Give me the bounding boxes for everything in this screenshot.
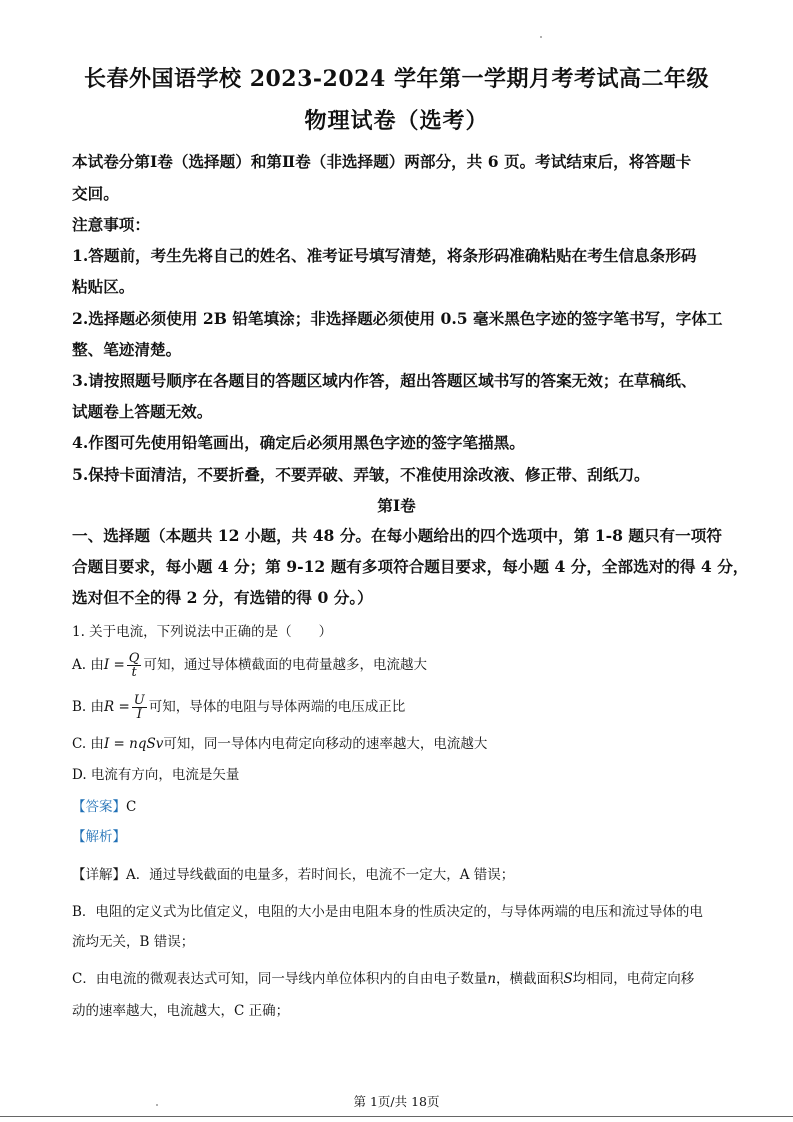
option-a	[72, 652, 427, 679]
detail-c1-s: S	[563, 971, 573, 987]
detail-c2: 动的速率越大，电流越大，C 正确；	[72, 1003, 290, 1019]
exam-title-line2: 物理试卷（选考）	[304, 108, 489, 134]
section-instr-1: 一、选择题（本题共 12 小题，共 48 分。在每小题给出的四个选项中，第 1-8 题只有一项符	[72, 526, 722, 545]
answer-label: 【答案】	[72, 799, 126, 815]
detail-b1: B．电阻的定义式为比值定义，电阻的大小是由电阻本身的性质决定的，与导体两端的电压和流过导体的电	[72, 904, 703, 920]
option-b-denominator: I	[136, 707, 142, 722]
option-a-prefix: A. 由	[72, 657, 104, 673]
option-b-lhs: R =	[104, 699, 130, 715]
option-b-fraction	[132, 694, 147, 721]
detail-c1-mid: ，横截面积	[496, 971, 564, 987]
detail-c1-n: n	[487, 971, 497, 987]
option-a-fraction	[127, 652, 142, 679]
question-stem: 1. 关于电流，下列说法中正确的是（ ）	[72, 624, 333, 640]
detail-label: 【详解】	[72, 867, 126, 883]
detail-c1-pre: C．由电流的微观表达式可知，同一导线内单位体积内的自由电子数量	[72, 971, 488, 987]
scan-speck	[540, 36, 542, 38]
option-c	[72, 732, 487, 752]
option-a-text: 可知，通过导体横截面的电荷量越多，电流越大	[143, 657, 427, 673]
intro-line2: 交回。	[72, 184, 119, 203]
option-a-lhs: I =	[103, 657, 125, 673]
option-b-numerator: U	[133, 693, 145, 708]
section-instr-2: 合题目要求，每小题 4 分；第 9-12 题有多项符合题目要求，每小题 4 分，全部选对的得 4 分，	[72, 557, 749, 576]
option-a-denominator: t	[131, 665, 137, 680]
note-2b: 整、笔迹清楚。	[72, 340, 182, 359]
notes-heading: 注意事项：	[72, 215, 150, 234]
option-b-prefix: B. 由	[72, 699, 105, 715]
note-4: 4.作图可先使用铅笔画出，确定后必须用黑色字迹的签字笔描黑。	[72, 433, 525, 452]
detail-a-text: A．通过导线截面的电量多，若时间长，电流不一定大，A 错误；	[126, 867, 515, 883]
answer-value: C	[126, 799, 137, 815]
option-a-numerator: Q	[128, 651, 140, 666]
note-5: 5.保持卡面清洁，不要折叠，不要弄破、弄皱，不准使用涂改液、修正带、刮纸刀。	[72, 465, 650, 484]
option-c-formula: I = nqSv	[103, 736, 164, 752]
bottom-rule	[0, 1116, 793, 1117]
option-b	[72, 694, 405, 721]
detail-a	[72, 863, 514, 883]
note-3b: 试题卷上答题无效。	[72, 402, 213, 421]
note-1a: 1.答题前，考生先将自己的姓名、准考证号填写清楚，将条形码准确粘贴在考生信息条形码	[72, 246, 697, 265]
section-instr-3: 选对但不全的得 2 分，有选错的得 0 分。）	[72, 588, 373, 607]
option-d: D. 电流有方向，电流是矢量	[72, 767, 240, 783]
note-2a: 2.选择题必须使用 2B 铅笔填涂；非选择题必须使用 0.5 毫米黑色字迹的签字笔书写，字体工	[72, 309, 723, 328]
answer-line	[72, 795, 136, 815]
exam-title-line1: 长春外国语学校 2023-2024 学年第一学期月考考试高二年级	[84, 66, 709, 92]
option-c-prefix: C. 由	[72, 736, 104, 752]
note-3a: 3.请按照题号顺序在各题目的答题区域内作答，超出答题区域书写的答案无效；在草稿纸、	[72, 371, 697, 390]
option-c-text: 可知，同一导体内电荷定向移动的速率越大，电流越大	[163, 736, 488, 752]
detail-c1	[72, 967, 694, 987]
volume-heading: 第Ⅰ卷	[377, 496, 416, 515]
option-b-text: 可知，导体的电阻与导体两端的电压成正比	[148, 699, 406, 715]
analysis-label: 【解析】	[72, 829, 126, 845]
page-footer: 第 1页/共 18页	[353, 1094, 440, 1109]
note-1b: 粘贴区。	[72, 277, 135, 296]
detail-c1-post: 均相同，电荷定向移	[572, 971, 695, 987]
detail-b2: 流均无关，B 错误；	[72, 934, 195, 950]
intro-line1: 本试卷分第Ⅰ卷（选择题）和第Ⅱ卷（非选择题）两部分，共 6 页。考试结束后，将答题卡	[72, 152, 692, 171]
